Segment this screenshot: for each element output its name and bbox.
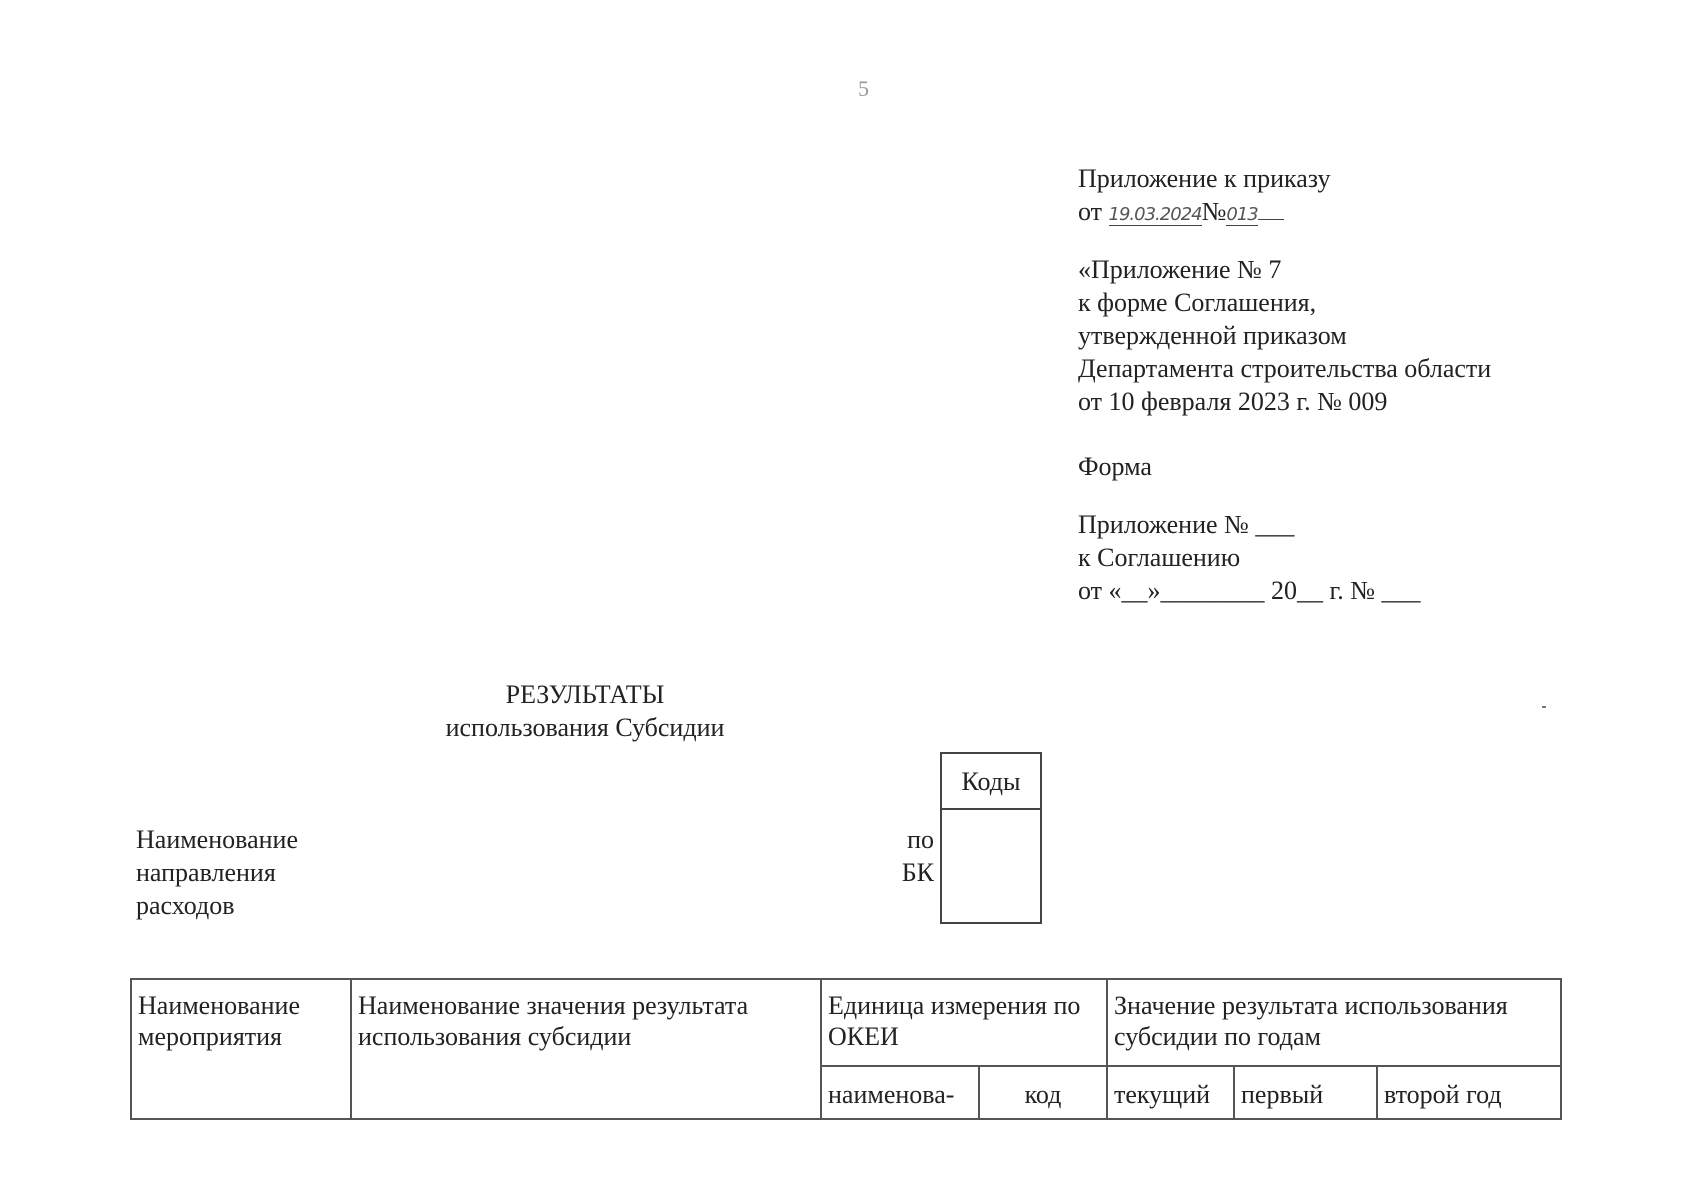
order-line: Приложение к приказу bbox=[1078, 164, 1331, 193]
appendix-line: «Приложение № 7 bbox=[1078, 255, 1282, 284]
agreement-line: от «__»________ 20__ г. № ___ bbox=[1078, 576, 1421, 605]
header-years: Значение результата использования субсидии по годам bbox=[1107, 979, 1561, 1066]
scan-speck bbox=[1542, 706, 1546, 708]
agreement-reference bbox=[1078, 508, 1421, 607]
page-number: 5 bbox=[858, 76, 869, 101]
order-reference bbox=[1078, 162, 1331, 231]
appendix-line: Департамента строительства области bbox=[1078, 354, 1492, 383]
title-sub: использования Субсидии bbox=[445, 713, 725, 742]
header-unit: Единица измерения по ОКЕИ bbox=[821, 979, 1107, 1066]
appendix-line: к форме Соглашения, bbox=[1078, 288, 1317, 317]
subheader-unit-name: наименова- bbox=[821, 1066, 979, 1119]
order-date-line: от 19.03.2024№013 bbox=[1078, 195, 1331, 231]
handwritten-order-number: 013 bbox=[1226, 204, 1258, 225]
agreement-line: Приложение № ___ bbox=[1078, 510, 1295, 539]
header-event-name: Наименование мероприятия bbox=[131, 979, 351, 1119]
subheader-second-year: второй год bbox=[1377, 1066, 1561, 1119]
appendix-line: от 10 февраля 2023 г. № 009 bbox=[1078, 387, 1388, 416]
subheader-unit-code: код bbox=[979, 1066, 1107, 1119]
codes-header: Коды bbox=[942, 754, 1040, 810]
appendix-line: утвержденной приказом bbox=[1078, 321, 1347, 350]
document-title bbox=[0, 678, 1170, 744]
by-bk-label: по БК bbox=[901, 825, 934, 887]
codes-box bbox=[940, 752, 1042, 924]
agreement-line: к Соглашению bbox=[1078, 543, 1241, 572]
form-label: Форма bbox=[1078, 452, 1152, 481]
header-result-value-name: Наименование значения результата использования субсидии bbox=[351, 979, 821, 1119]
appendix-reference bbox=[1078, 253, 1491, 418]
subheader-current-year: текущий bbox=[1107, 1066, 1234, 1119]
expense-direction-label: Наименование направления расходов bbox=[136, 825, 298, 920]
table-header-row bbox=[131, 979, 1561, 1066]
handwritten-date: 19.03.2024 bbox=[1108, 204, 1202, 225]
results-table bbox=[130, 978, 1562, 1120]
title-main: РЕЗУЛЬТАТЫ bbox=[505, 680, 665, 709]
subheader-first-year: первый bbox=[1234, 1066, 1377, 1119]
